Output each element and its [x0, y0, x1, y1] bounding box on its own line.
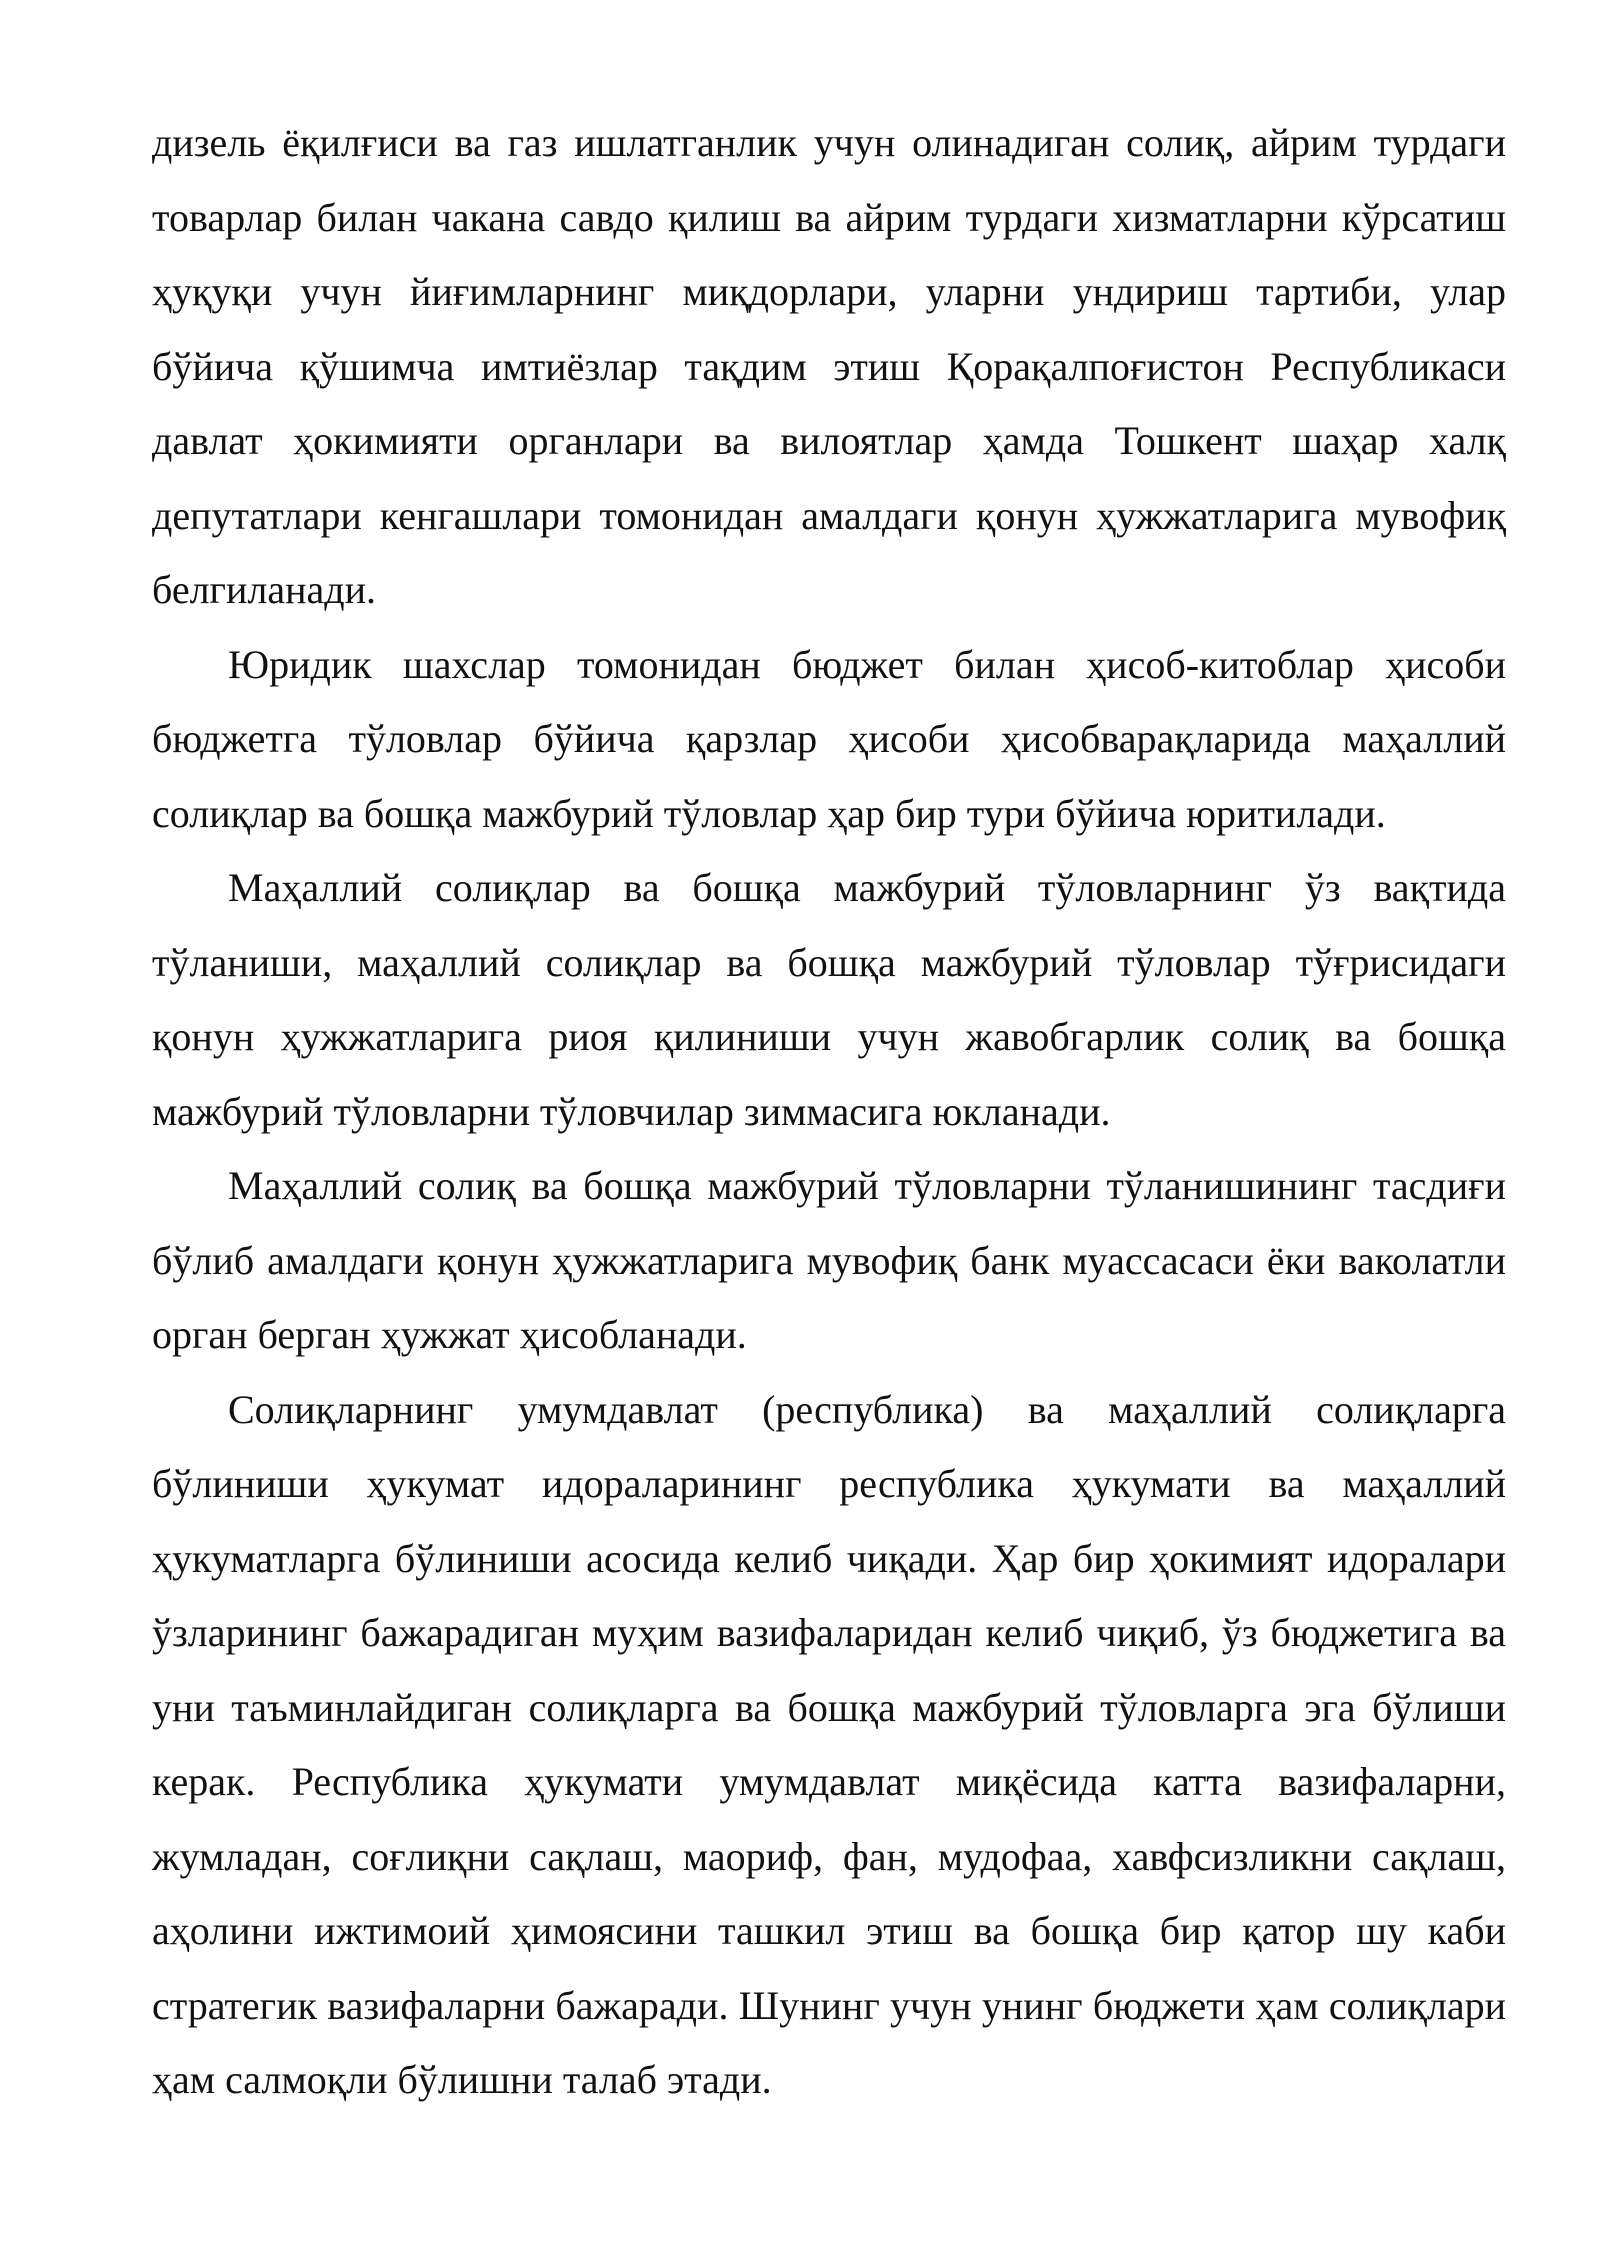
paragraph-tax-division: Солиқларнинг умумдавлат (республика) ва маҳаллий солиқларга бўлиниши ҳукумат идораларининг республика ҳукумати ва маҳаллий ҳукуматларга бўлиниши асосида келиб чиқади. Ҳар бир ҳокимият идоралари ўзларининг бажарадиган муҳим вазифаларидан келиб чиқиб, ўз бюджетига ва уни таъминлайдиган солиқларга ва бошқа мажбурий тўловларга эга бўлиши керак. Республика ҳукумати умумдавлат миқёсида катта вазифаларни, жумладан, соғлиқни сақлаш, маориф, фан, мудофаа, хавфсизликни сақлаш, аҳолини ижтимоий ҳимоясини ташкил этиш ва бошқа бир қатор шу каби стратегик вазифаларни бажаради. Шунинг учун унинг бюджети ҳам солиқлари ҳам салмоқли бўлишни талаб этади.	[152, 1386, 1506, 2102]
paragraph-budget-accounting: Юридик шахслар томонидан бюджет билан ҳисоб-китоблар ҳисоби бюджетга тўловлар бўйича қарзлар ҳисоби ҳисобварақларида маҳаллий солиқлар ва бошқа мажбурий тўловлар ҳар бир тури бўйича юритилади.	[152, 641, 1506, 836]
paragraph-payment-confirmation: Маҳаллий солиқ ва бошқа мажбурий тўловларни тўланишининг тасдиғи бўлиб амалдаги қонун ҳужжатларига мувофиқ банк муассасаси ёки ваколатли орган берган ҳужжат ҳисобланади.	[152, 1163, 1506, 1357]
document-page	[152, 106, 1506, 2118]
paragraph-continuation: дизель ёқилғиси ва газ ишлатганлик учун олинадиган солиқ, айрим турдаги товарлар билан чакана савдо қилиш ва айрим турдаги хизматларни кўрсатиш ҳуқуқи учун йиғимларнинг миқдорлари, уларни ундириш тартиби, улар бўйича қўшимча имтиёзлар тақдим этиш Қорақалпоғистон Республикаси давлат ҳокимияти органлари ва вилоятлар ҳамда Тошкент шаҳар халқ депутатлари кенгашлари томонидан амалдаги қонун ҳужжатларига мувофиқ белгиланади.	[152, 120, 1506, 612]
paragraph-payment-responsibility: Маҳаллий солиқлар ва бошқа мажбурий тўловларнинг ўз вақтида тўланиши, маҳаллий солиқлар ва бошқа мажбурий тўловлар тўғрисидаги қонун ҳужжатларига риоя қилиниши учун жавобгарлик солиқ ва бошқа мажбурий тўловларни тўловчилар зиммасига юкланади.	[152, 865, 1506, 1134]
